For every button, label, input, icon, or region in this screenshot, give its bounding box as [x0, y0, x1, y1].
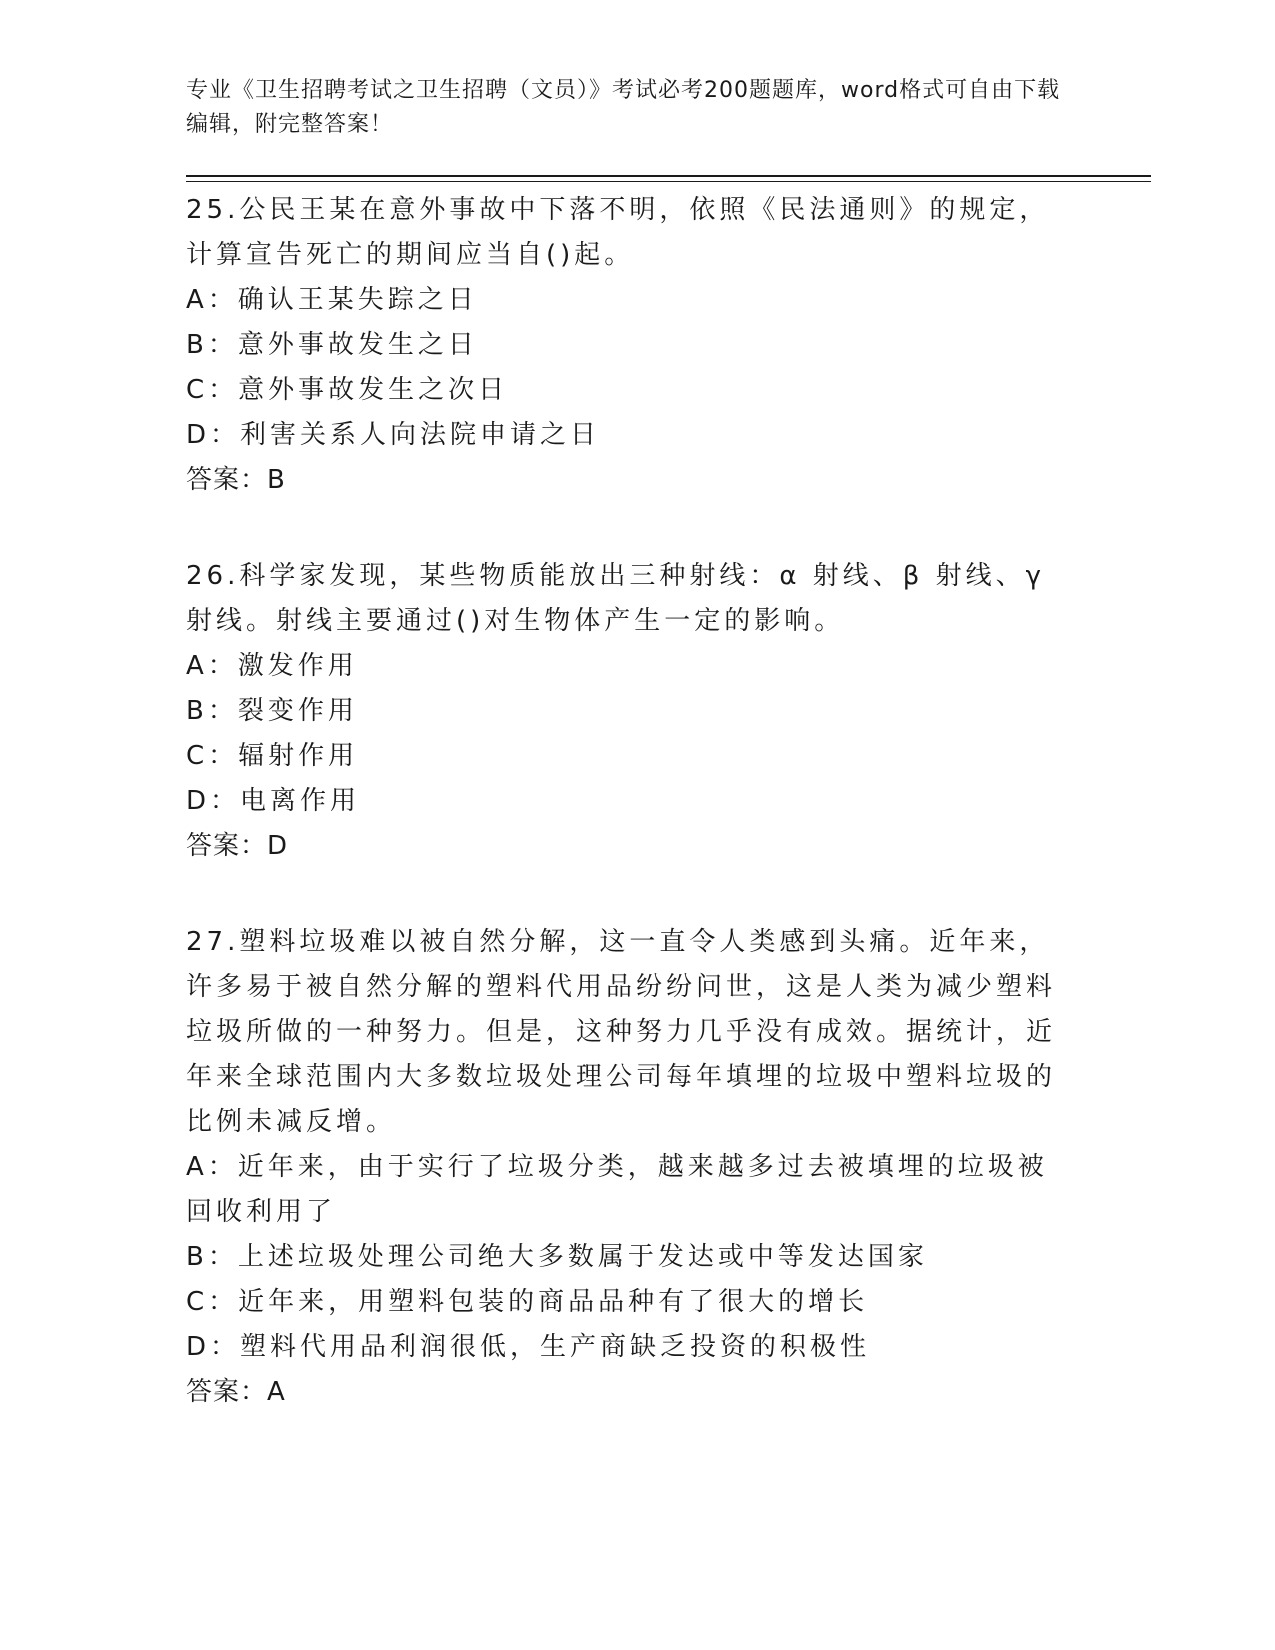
option-c: C：辐射作用 [186, 741, 359, 771]
answer: 答案：B [186, 465, 286, 495]
option-a: A：激发作用 [186, 651, 358, 681]
question-text: 27.塑料垃圾难以被自然分解，这一直令人类感到头痛。近年来，许多易于被自然分解的塑料代用品纷纷问世，这是人类为减少塑料垃圾所做的一种努力。但是，这种努力几乎没有成效。据统计，近年来全球范围内大多数垃圾处理公司每年填埋的垃圾中塑料垃圾的比例未减反增。 [186, 927, 1057, 1137]
option-c: C：近年来，用塑料包装的商品品种有了很大的增长 [186, 1287, 869, 1317]
option-b: B：裂变作用 [186, 696, 358, 726]
option-d: D：电离作用 [186, 786, 361, 816]
question-text: 26.科学家发现，某些物质能放出三种射线：α 射线、β 射线、γ 射线。射线主要通过()对生物体产生一定的影响。 [186, 561, 1045, 636]
option-a: A：确认王某失踪之日 [186, 285, 478, 315]
option-b: B：意外事故发生之日 [186, 330, 478, 360]
question-text: 25.公民王某在意外事故中下落不明，依照《民法通则》的规定，计算宣告死亡的期间应当自()起。 [186, 195, 1050, 270]
option-b: B：上述垃圾处理公司绝大多数属于发达或中等发达国家 [186, 1242, 928, 1272]
question-26 [186, 554, 1076, 869]
option-d: D：利害关系人向法院申请之日 [186, 420, 601, 450]
option-a: A：近年来，由于实行了垃圾分类，越来越多过去被填埋的垃圾被回收利用了 [186, 1152, 1048, 1227]
question-25 [186, 188, 1076, 503]
answer: 答案：D [186, 831, 289, 861]
header-rule-thick [186, 175, 1151, 177]
option-d: D：塑料代用品利润很低，生产商缺乏投资的积极性 [186, 1332, 871, 1362]
option-c: C：意外事故发生之次日 [186, 375, 509, 405]
answer: 答案：A [186, 1377, 286, 1407]
question-list [186, 188, 1076, 1466]
question-27 [186, 920, 1076, 1415]
document-header: 专业《卫生招聘考试之卫生招聘（文员）》考试必考200题题库，word格式可自由下载编辑，附完整答案！ [186, 78, 1061, 137]
header-rule-thin [186, 181, 1151, 182]
